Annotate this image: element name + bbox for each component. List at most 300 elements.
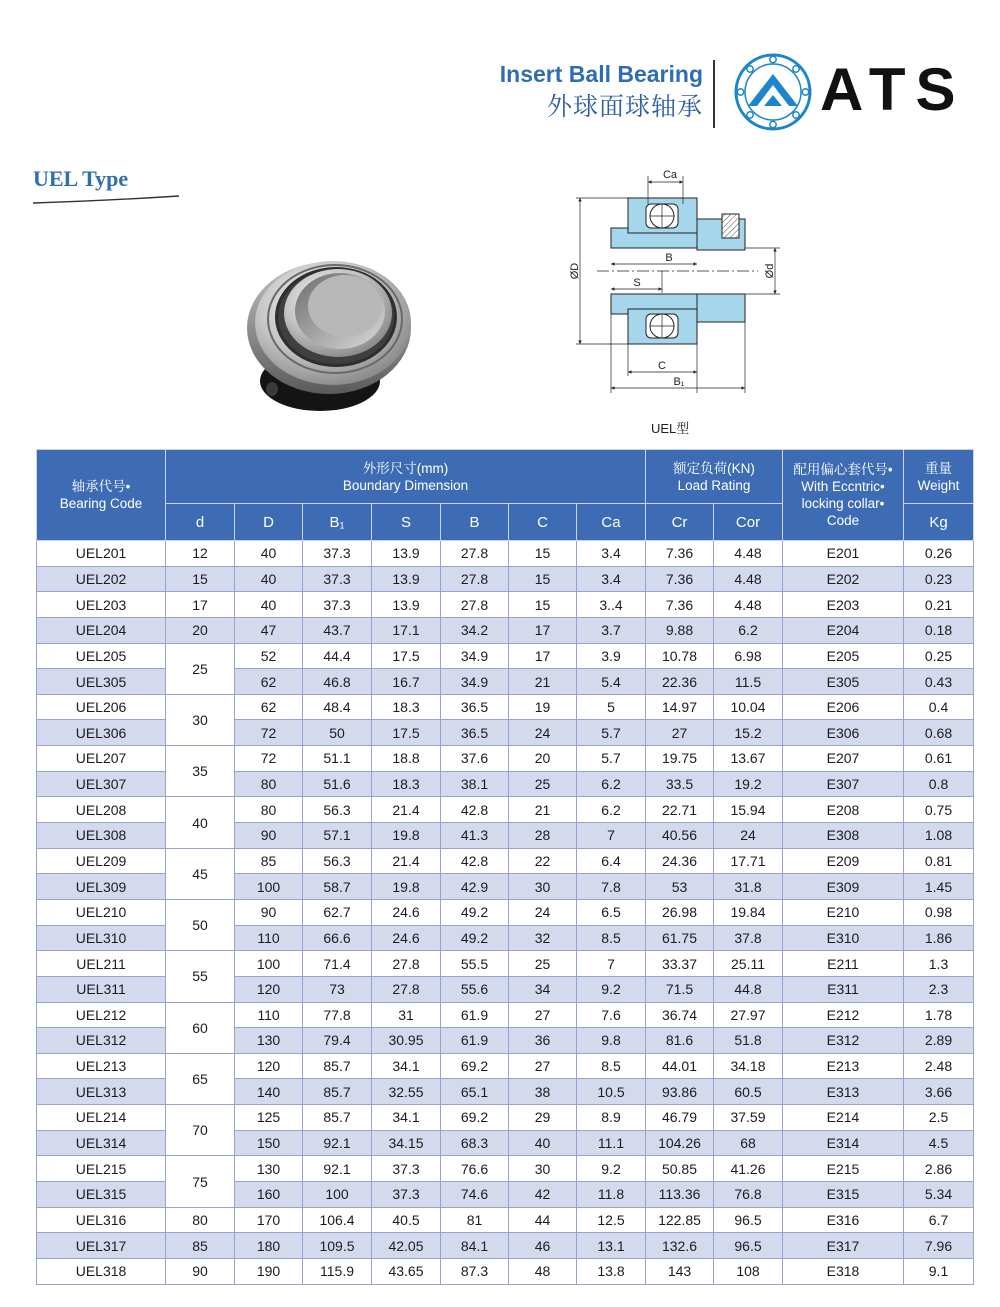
cell-c: 25	[509, 951, 577, 977]
cell-bore-d: 80	[166, 1207, 235, 1233]
cell-c: 17	[509, 617, 577, 643]
cell-bearing-code: UEL212	[37, 1002, 166, 1028]
cell-cr: 7.36	[646, 541, 714, 567]
cell-c: 32	[509, 925, 577, 951]
cell-d: 80	[235, 771, 303, 797]
cell-kg: 7.96	[904, 1233, 974, 1259]
cell-b: 42.8	[441, 848, 509, 874]
cell-bore-d: 20	[166, 617, 235, 643]
cell-b1: 58.7	[303, 874, 372, 900]
header-collar-code: 配用偏心套代号• With Eccntric• locking collar• Code	[783, 450, 904, 541]
header-boundary-dimension: 外形尺寸(mm) Boundary Dimension	[166, 450, 646, 504]
cell-cor: 25.11	[714, 951, 783, 977]
cell-cr: 113.36	[646, 1182, 714, 1208]
cell-kg: 1.08	[904, 823, 974, 849]
cell-d: 90	[235, 899, 303, 925]
cell-cor: 13.67	[714, 746, 783, 772]
cell-s: 18.3	[372, 771, 441, 797]
cell-b: 55.5	[441, 951, 509, 977]
cell-cr: 61.75	[646, 925, 714, 951]
cell-cor: 31.8	[714, 874, 783, 900]
header-load-rating: 额定负荷(KN) Load Rating	[646, 450, 783, 504]
cell-s: 27.8	[372, 951, 441, 977]
cell-b1: 77.8	[303, 1002, 372, 1028]
cell-s: 30.95	[372, 1028, 441, 1054]
cell-c: 44	[509, 1207, 577, 1233]
cell-b: 36.5	[441, 720, 509, 746]
cell-bore-d: 75	[166, 1156, 235, 1207]
cell-bearing-code: UEL203	[37, 592, 166, 618]
cell-bearing-code: UEL213	[37, 1053, 166, 1079]
cell-ca: 6.2	[577, 797, 646, 823]
cell-bearing-code: UEL211	[37, 951, 166, 977]
cell-s: 17.1	[372, 617, 441, 643]
cell-kg: 9.1	[904, 1258, 974, 1284]
cell-b1: 85.7	[303, 1079, 372, 1105]
cell-cr: 71.5	[646, 976, 714, 1002]
cell-b: 68.3	[441, 1130, 509, 1156]
cell-b: 41.3	[441, 823, 509, 849]
cell-d: 72	[235, 746, 303, 772]
cell-c: 20	[509, 746, 577, 772]
cell-s: 18.8	[372, 746, 441, 772]
cell-s: 19.8	[372, 823, 441, 849]
cell-d: 160	[235, 1182, 303, 1208]
cell-cr: 24.36	[646, 848, 714, 874]
cell-b1: 115.9	[303, 1258, 372, 1284]
cell-cor: 4.48	[714, 541, 783, 567]
cell-b1: 66.6	[303, 925, 372, 951]
cell-kg: 0.23	[904, 566, 974, 592]
cell-c: 15	[509, 592, 577, 618]
cell-cor: 37.59	[714, 1105, 783, 1131]
cell-s: 24.6	[372, 899, 441, 925]
cell-bore-d: 45	[166, 848, 235, 899]
cell-c: 21	[509, 797, 577, 823]
cell-c: 24	[509, 899, 577, 925]
cell-c: 19	[509, 694, 577, 720]
cell-bearing-code: UEL318	[37, 1258, 166, 1284]
cell-c: 24	[509, 720, 577, 746]
cell-cr: 93.86	[646, 1079, 714, 1105]
cell-cr: 122.85	[646, 1207, 714, 1233]
cell-collar: E203	[783, 592, 904, 618]
cell-d: 150	[235, 1130, 303, 1156]
cell-collar: E316	[783, 1207, 904, 1233]
cell-ca: 3.9	[577, 643, 646, 669]
cell-collar: E314	[783, 1130, 904, 1156]
cell-ca: 6.5	[577, 899, 646, 925]
subheader-cell: D	[235, 504, 303, 541]
cell-cor: 34.18	[714, 1053, 783, 1079]
cell-kg: 0.61	[904, 746, 974, 772]
cell-kg: 0.68	[904, 720, 974, 746]
cell-cr: 26.98	[646, 899, 714, 925]
label-b: B	[665, 252, 673, 264]
table-row	[37, 592, 974, 618]
label-ca: Ca	[662, 169, 678, 181]
cell-s: 27.8	[372, 976, 441, 1002]
cell-bearing-code: UEL208	[37, 797, 166, 823]
cell-collar: E210	[783, 899, 904, 925]
cell-c: 48	[509, 1258, 577, 1284]
cell-ca: 13.1	[577, 1233, 646, 1259]
cell-cor: 11.5	[714, 669, 783, 695]
cell-ca: 3.4	[577, 541, 646, 567]
cell-kg: 2.48	[904, 1053, 974, 1079]
cell-s: 43.65	[372, 1258, 441, 1284]
cell-ca: 11.8	[577, 1182, 646, 1208]
cell-b1: 50	[303, 720, 372, 746]
cell-cr: 104.26	[646, 1130, 714, 1156]
cell-cr: 143	[646, 1258, 714, 1284]
cell-cr: 46.79	[646, 1105, 714, 1131]
cell-cor: 41.26	[714, 1156, 783, 1182]
cell-kg: 0.81	[904, 848, 974, 874]
cell-d: 90	[235, 823, 303, 849]
cell-bore-d: 60	[166, 1002, 235, 1053]
cell-s: 18.3	[372, 694, 441, 720]
cell-ca: 7	[577, 823, 646, 849]
cell-ca: 3..4	[577, 592, 646, 618]
cell-c: 40	[509, 1130, 577, 1156]
cell-cr: 40.56	[646, 823, 714, 849]
cell-b1: 92.1	[303, 1156, 372, 1182]
cell-collar: E214	[783, 1105, 904, 1131]
cell-b: 61.9	[441, 1028, 509, 1054]
table-row	[37, 694, 974, 720]
title-chinese: 外球面球轴承	[546, 93, 703, 121]
cell-b: 81	[441, 1207, 509, 1233]
cell-s: 42.05	[372, 1233, 441, 1259]
cell-kg: 3.66	[904, 1079, 974, 1105]
cell-b: 36.5	[441, 694, 509, 720]
cell-b1: 57.1	[303, 823, 372, 849]
cell-b: 34.9	[441, 669, 509, 695]
cell-bearing-code: UEL207	[37, 746, 166, 772]
cell-cor: 15.2	[714, 720, 783, 746]
table-row	[37, 951, 974, 977]
cell-s: 13.9	[372, 566, 441, 592]
cell-cor: 96.5	[714, 1233, 783, 1259]
cell-d: 100	[235, 951, 303, 977]
cell-bore-d: 65	[166, 1053, 235, 1104]
cell-collar: E313	[783, 1079, 904, 1105]
subheader-cell: Cr	[646, 504, 714, 541]
table-row	[37, 1002, 974, 1028]
table-row	[37, 746, 974, 772]
cell-collar: E202	[783, 566, 904, 592]
cell-c: 15	[509, 541, 577, 567]
cell-kg: 1.78	[904, 1002, 974, 1028]
cell-cor: 51.8	[714, 1028, 783, 1054]
cell-cor: 96.5	[714, 1207, 783, 1233]
cell-b1: 109.5	[303, 1233, 372, 1259]
header-weight: 重量 Weight	[904, 450, 974, 504]
cell-bearing-code: UEL202	[37, 566, 166, 592]
cell-cr: 81.6	[646, 1028, 714, 1054]
cell-collar: E311	[783, 976, 904, 1002]
cell-s: 17.5	[372, 643, 441, 669]
cell-ca: 6.2	[577, 771, 646, 797]
cell-b: 87.3	[441, 1258, 509, 1284]
cell-b: 49.2	[441, 899, 509, 925]
cell-b: 84.1	[441, 1233, 509, 1259]
cell-bore-d: 50	[166, 899, 235, 950]
cell-b: 55.6	[441, 976, 509, 1002]
cell-c: 22	[509, 848, 577, 874]
cell-kg: 0.8	[904, 771, 974, 797]
cell-ca: 8.9	[577, 1105, 646, 1131]
cell-collar: E317	[783, 1233, 904, 1259]
cell-bore-d: 55	[166, 951, 235, 1002]
cell-s: 31	[372, 1002, 441, 1028]
cell-b1: 62.7	[303, 899, 372, 925]
table-row	[37, 1258, 974, 1284]
cell-b: 61.9	[441, 1002, 509, 1028]
cell-bore-d: 35	[166, 746, 235, 797]
cell-d: 47	[235, 617, 303, 643]
cell-b: 42.8	[441, 797, 509, 823]
cell-b1: 100	[303, 1182, 372, 1208]
cell-ca: 5.7	[577, 746, 646, 772]
cell-b1: 92.1	[303, 1130, 372, 1156]
cell-kg: 1.3	[904, 951, 974, 977]
cell-bearing-code: UEL308	[37, 823, 166, 849]
cell-ca: 8.5	[577, 925, 646, 951]
cell-c: 25	[509, 771, 577, 797]
cell-b1: 56.3	[303, 848, 372, 874]
label-s: S	[633, 277, 641, 289]
cell-s: 37.3	[372, 1156, 441, 1182]
cell-s: 37.3	[372, 1182, 441, 1208]
cell-d: 190	[235, 1258, 303, 1284]
cell-bearing-code: UEL313	[37, 1079, 166, 1105]
cell-cor: 24	[714, 823, 783, 849]
cell-s: 24.6	[372, 925, 441, 951]
header-bearing-code: 轴承代号• Bearing Code	[37, 450, 166, 541]
subheader-cell: B	[441, 504, 509, 541]
subheader-cell: Cor	[714, 504, 783, 541]
cell-collar: E308	[783, 823, 904, 849]
cell-ca: 9.2	[577, 1156, 646, 1182]
cell-ca: 7.8	[577, 874, 646, 900]
table-row	[37, 1233, 974, 1259]
cell-b1: 85.7	[303, 1105, 372, 1131]
cell-cr: 19.75	[646, 746, 714, 772]
cell-cor: 27.97	[714, 1002, 783, 1028]
cell-b1: 51.1	[303, 746, 372, 772]
cell-b: 49.2	[441, 925, 509, 951]
subheader-cell: C	[509, 504, 577, 541]
uel-section-drawing	[555, 160, 795, 405]
cell-b1: 37.3	[303, 566, 372, 592]
cell-bore-d: 12	[166, 541, 235, 567]
cell-b1: 106.4	[303, 1207, 372, 1233]
cell-d: 120	[235, 976, 303, 1002]
cell-s: 34.1	[372, 1105, 441, 1131]
cell-c: 27	[509, 1002, 577, 1028]
cell-bearing-code: UEL209	[37, 848, 166, 874]
cell-c: 17	[509, 643, 577, 669]
cell-cor: 4.48	[714, 566, 783, 592]
cell-ca: 3.7	[577, 617, 646, 643]
cell-b1: 44.4	[303, 643, 372, 669]
cell-cor: 37.8	[714, 925, 783, 951]
table-row	[37, 797, 974, 823]
cell-s: 21.4	[372, 797, 441, 823]
cell-b: 34.2	[441, 617, 509, 643]
cell-b: 42.9	[441, 874, 509, 900]
cell-kg: 1.45	[904, 874, 974, 900]
cell-c: 28	[509, 823, 577, 849]
cell-cr: 36.74	[646, 1002, 714, 1028]
cell-bearing-code: UEL307	[37, 771, 166, 797]
cell-cor: 60.5	[714, 1079, 783, 1105]
cell-ca: 9.8	[577, 1028, 646, 1054]
cell-b1: 37.3	[303, 592, 372, 618]
cell-s: 21.4	[372, 848, 441, 874]
label-outer-diameter: ØD	[569, 262, 581, 280]
cell-collar: E201	[783, 541, 904, 567]
table-row	[37, 1207, 974, 1233]
cell-kg: 0.98	[904, 899, 974, 925]
cell-bearing-code: UEL317	[37, 1233, 166, 1259]
cell-d: 170	[235, 1207, 303, 1233]
cell-c: 30	[509, 1156, 577, 1182]
cell-kg: 2.5	[904, 1105, 974, 1131]
cell-c: 21	[509, 669, 577, 695]
cell-kg: 0.25	[904, 643, 974, 669]
cell-bearing-code: UEL311	[37, 976, 166, 1002]
cell-bearing-code: UEL214	[37, 1105, 166, 1131]
cell-b: 34.9	[441, 643, 509, 669]
cell-c: 34	[509, 976, 577, 1002]
table-row	[37, 1105, 974, 1131]
cell-ca: 6.4	[577, 848, 646, 874]
spec-table	[36, 449, 974, 1285]
cell-ca: 5.4	[577, 669, 646, 695]
cell-bearing-code: UEL210	[37, 899, 166, 925]
cell-collar: E204	[783, 617, 904, 643]
label-c: C	[658, 360, 666, 372]
cell-collar: E315	[783, 1182, 904, 1208]
cell-kg: 0.26	[904, 541, 974, 567]
cell-c: 29	[509, 1105, 577, 1131]
cell-bearing-code: UEL201	[37, 541, 166, 567]
cell-collar: E306	[783, 720, 904, 746]
cell-b: 76.6	[441, 1156, 509, 1182]
cell-bore-d: 90	[166, 1258, 235, 1284]
label-bore-diameter: Ød	[764, 263, 776, 279]
cell-cor: 6.98	[714, 643, 783, 669]
cell-s: 34.15	[372, 1130, 441, 1156]
cell-ca: 5	[577, 694, 646, 720]
cell-kg: 2.3	[904, 976, 974, 1002]
cell-d: 110	[235, 1002, 303, 1028]
cell-bearing-code: UEL215	[37, 1156, 166, 1182]
cell-cr: 22.71	[646, 797, 714, 823]
cell-cr: 50.85	[646, 1156, 714, 1182]
label-b1: B₁	[673, 376, 685, 388]
cell-b1: 46.8	[303, 669, 372, 695]
cell-c: 27	[509, 1053, 577, 1079]
table-row	[37, 1053, 974, 1079]
cell-cor: 76.8	[714, 1182, 783, 1208]
cell-ca: 7	[577, 951, 646, 977]
cell-ca: 5.7	[577, 720, 646, 746]
cell-collar: E212	[783, 1002, 904, 1028]
brand-logo-icon	[733, 52, 813, 132]
cell-d: 62	[235, 694, 303, 720]
subheader-cell: d	[166, 504, 235, 541]
cell-collar: E307	[783, 771, 904, 797]
cell-d: 80	[235, 797, 303, 823]
cell-cor: 19.2	[714, 771, 783, 797]
cell-b: 69.2	[441, 1105, 509, 1131]
cell-b1: 48.4	[303, 694, 372, 720]
cell-s: 16.7	[372, 669, 441, 695]
cell-ca: 9.2	[577, 976, 646, 1002]
cell-s: 13.9	[372, 541, 441, 567]
cell-ca: 13.8	[577, 1258, 646, 1284]
cell-cor: 10.04	[714, 694, 783, 720]
bearing-photo	[246, 255, 416, 415]
cell-d: 125	[235, 1105, 303, 1131]
cell-cr: 27	[646, 720, 714, 746]
cell-kg: 0.21	[904, 592, 974, 618]
cell-b: 74.6	[441, 1182, 509, 1208]
table-row	[37, 617, 974, 643]
cell-b: 38.1	[441, 771, 509, 797]
cell-collar: E310	[783, 925, 904, 951]
cell-b1: 85.7	[303, 1053, 372, 1079]
cell-cr: 7.36	[646, 592, 714, 618]
cell-c: 38	[509, 1079, 577, 1105]
cell-bearing-code: UEL306	[37, 720, 166, 746]
cell-kg: 4.5	[904, 1130, 974, 1156]
cell-kg: 6.7	[904, 1207, 974, 1233]
cell-d: 40	[235, 541, 303, 567]
cell-collar: E213	[783, 1053, 904, 1079]
cell-ca: 10.5	[577, 1079, 646, 1105]
cell-collar: E206	[783, 694, 904, 720]
cell-collar: E209	[783, 848, 904, 874]
table-row	[37, 566, 974, 592]
cell-b: 65.1	[441, 1079, 509, 1105]
cell-bearing-code: UEL310	[37, 925, 166, 951]
cell-bearing-code: UEL309	[37, 874, 166, 900]
cell-b1: 56.3	[303, 797, 372, 823]
cell-ca: 12.5	[577, 1207, 646, 1233]
cell-cor: 4.48	[714, 592, 783, 618]
cell-bore-d: 25	[166, 643, 235, 694]
cell-cr: 7.36	[646, 566, 714, 592]
cell-bearing-code: UEL312	[37, 1028, 166, 1054]
cell-b1: 73	[303, 976, 372, 1002]
cell-bearing-code: UEL305	[37, 669, 166, 695]
cell-d: 40	[235, 592, 303, 618]
cell-cr: 9.88	[646, 617, 714, 643]
cell-bore-d: 85	[166, 1233, 235, 1259]
cell-c: 36	[509, 1028, 577, 1054]
table-row	[37, 1156, 974, 1182]
subheader-cell: Kg	[904, 504, 974, 541]
cell-b: 69.2	[441, 1053, 509, 1079]
cell-d: 52	[235, 643, 303, 669]
cell-kg: 0.75	[904, 797, 974, 823]
cell-collar: E208	[783, 797, 904, 823]
